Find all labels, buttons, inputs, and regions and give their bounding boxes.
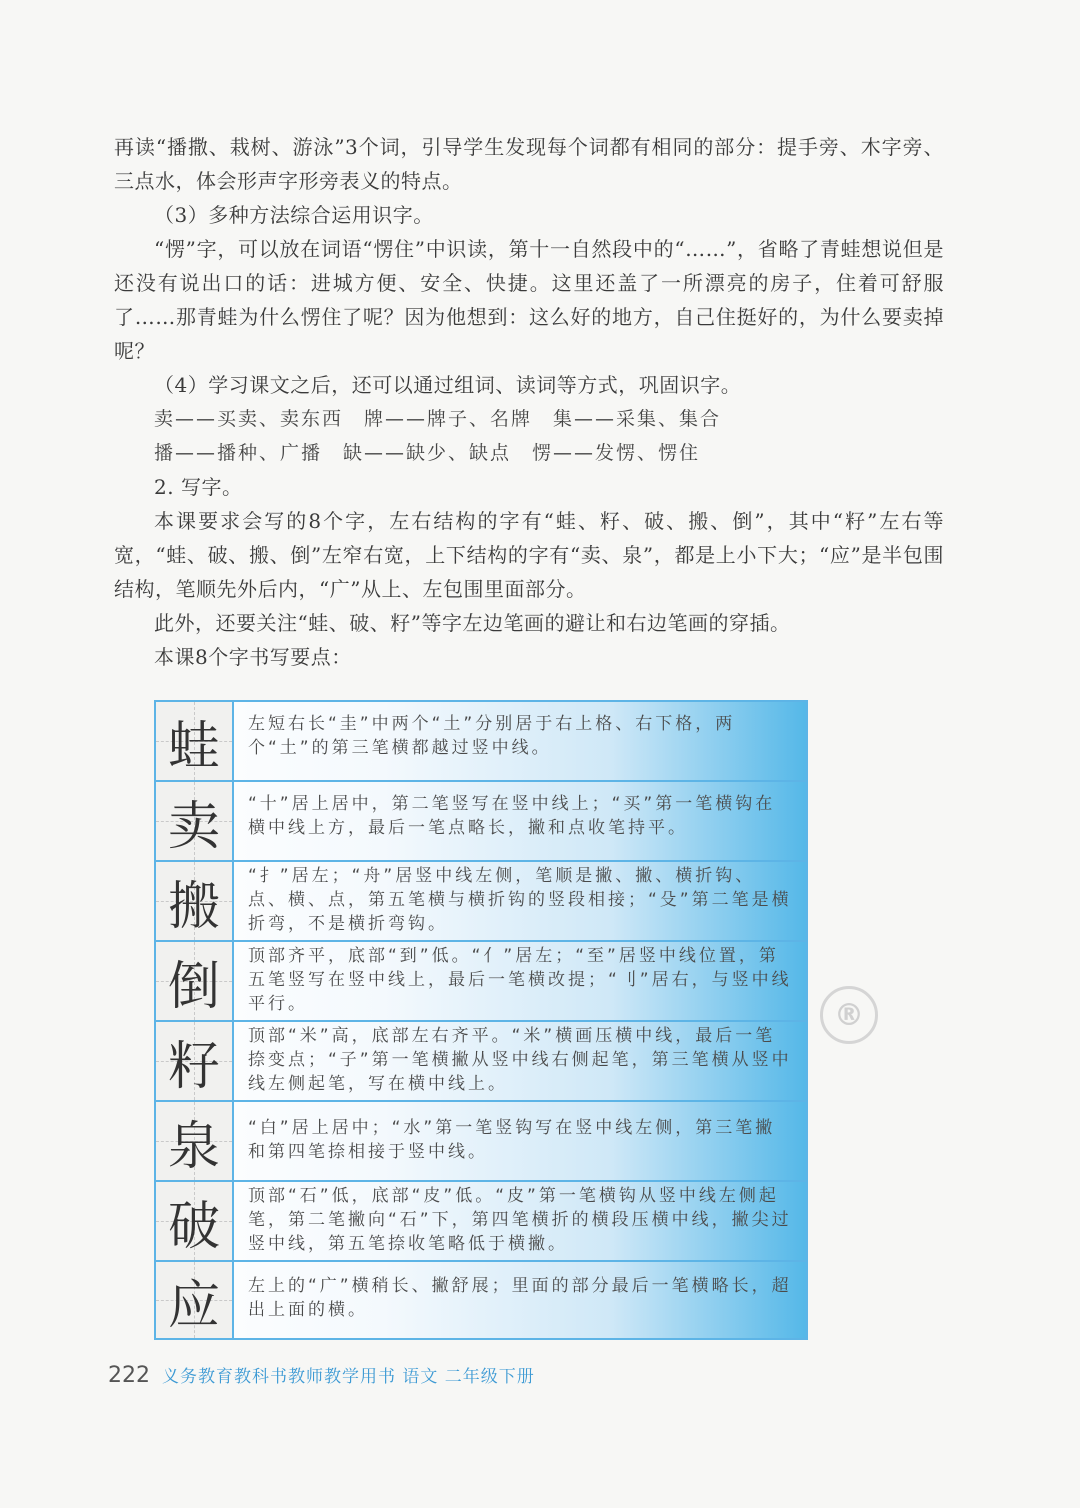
character-cell (156, 942, 234, 1020)
paragraph: 本课8个字书写要点： (154, 645, 352, 669)
table-row (156, 1022, 806, 1102)
word-group-line: 播——播种、广播 缺——缺少、缺点 愣——发愣、愣住 (154, 442, 701, 464)
character-cell (156, 1262, 234, 1338)
character: 破 (167, 1196, 220, 1257)
character-cell (156, 1102, 234, 1180)
writing-point-text: “白”居上居中；“水”第一笔竖钩写在竖中线左侧，第三笔撇和第四笔捺相接于竖中线。 (248, 1118, 776, 1162)
paragraph: 此外，还要关注“蛙、破、籽”等字左边笔画的避让和右边笔画的穿插。 (154, 611, 791, 635)
paragraph: （3）多种方法综合运用识字。 (154, 203, 434, 227)
writing-point-text: 顶部“石”低，底部“皮”低。“皮”第一笔横钩从竖中线左侧起笔，第二笔撇向“石”下，第四笔横折的横段压横中线，撇尖过竖中线，第五笔捺收笔略低于横撇。 (248, 1186, 792, 1254)
writing-point-text: 顶部“米”高，底部左右齐平。“米”横画压横中线，最后一笔捺变点；“子”第一笔横撇从竖中线右侧起笔，第三笔横从竖中线左侧起笔，写在横中线上。 (248, 1026, 792, 1094)
table-row (156, 1182, 806, 1262)
writing-point-text: “扌”居左；“舟”居竖中线左侧，笔顺是撇、撇、横折钩、点、横、点，第五笔横与横折钩的竖段相接；“殳”第二笔是横折弯，不是横折弯钩。 (248, 866, 792, 934)
section-heading: 2. 写字。 (154, 475, 243, 499)
character: 泉 (167, 1116, 220, 1177)
character-cell (156, 1182, 234, 1260)
page-number: 222 (108, 1363, 150, 1388)
character-cell (156, 1022, 234, 1100)
paragraph: （4）学习课文之后，还可以通过组词、读词等方式，巩固识字。 (154, 373, 742, 397)
writing-points-table (154, 700, 808, 1340)
character-cell (156, 702, 234, 780)
character-cell (156, 782, 234, 860)
character: 卖 (167, 796, 220, 857)
character: 倒 (167, 956, 220, 1017)
table-row (156, 862, 806, 942)
table-row (156, 702, 806, 782)
writing-point-text: 左上的“广”横稍长、撇舒展；里面的部分最后一笔横略长，超出上面的横。 (248, 1276, 792, 1320)
writing-point-text: “十”居上居中，第二笔竖写在竖中线上；“买”第一笔横钩在横中线上方，最后一笔点略长，撇和点收笔持平。 (248, 794, 776, 838)
paragraph: 再读“播撒、栽树、游泳”3个词，引导学生发现每个词都有相同的部分：提手旁、木字旁、三点水，体会形声字形旁表义的特点。 (114, 135, 944, 193)
paragraph: 本课要求会写的8个字，左右结构的字有“蛙、籽、破、搬、倒”，其中“籽”左右等宽，“蛙、破、搬、倒”左窄右宽，上下结构的字有“卖、泉”，都是上小下大；“应”是半包围结构，笔顺先外后内，“广”从上、左包围里面部分。 (114, 509, 944, 601)
table-row (156, 782, 806, 862)
character-cell (156, 862, 234, 940)
writing-point-text: 左短右长“圭”中两个“土”分别居于右上格、右下格，两个“土”的第三笔横都越过竖中线。 (248, 714, 736, 758)
table-row (156, 1102, 806, 1182)
body-text (114, 130, 944, 674)
table-row (156, 942, 806, 1022)
character: 搬 (167, 876, 220, 937)
character: 籽 (167, 1036, 220, 1097)
book-title: 义务教育教科书教师教学用书 语文 二年级下册 (162, 1367, 535, 1387)
character: 应 (167, 1275, 220, 1336)
registered-mark: ® (820, 986, 878, 1044)
word-group-line: 卖——买卖、卖东西 牌——牌子、名牌 集——采集、集合 (154, 408, 722, 430)
writing-point-text: 顶部齐平，底部“到”低。“亻”居左；“至”居竖中线位置，第五笔竖写在竖中线上，最后一笔横改提；“刂”居右，与竖中线平行。 (248, 946, 792, 1014)
page-footer (108, 1362, 535, 1388)
paragraph: “愣”字，可以放在词语“愣住”中识读，第十一自然段中的“……”，省略了青蛙想说但是还没有说出口的话：进城方便、安全、快捷。这里还盖了一所漂亮的房子，住着可舒服了……那青蛙为什么愣住了呢？因为他想到：这么好的地方，自己住挺好的，为什么要卖掉呢？ (114, 237, 944, 363)
character: 蛙 (167, 716, 220, 777)
table-row (156, 1262, 806, 1338)
